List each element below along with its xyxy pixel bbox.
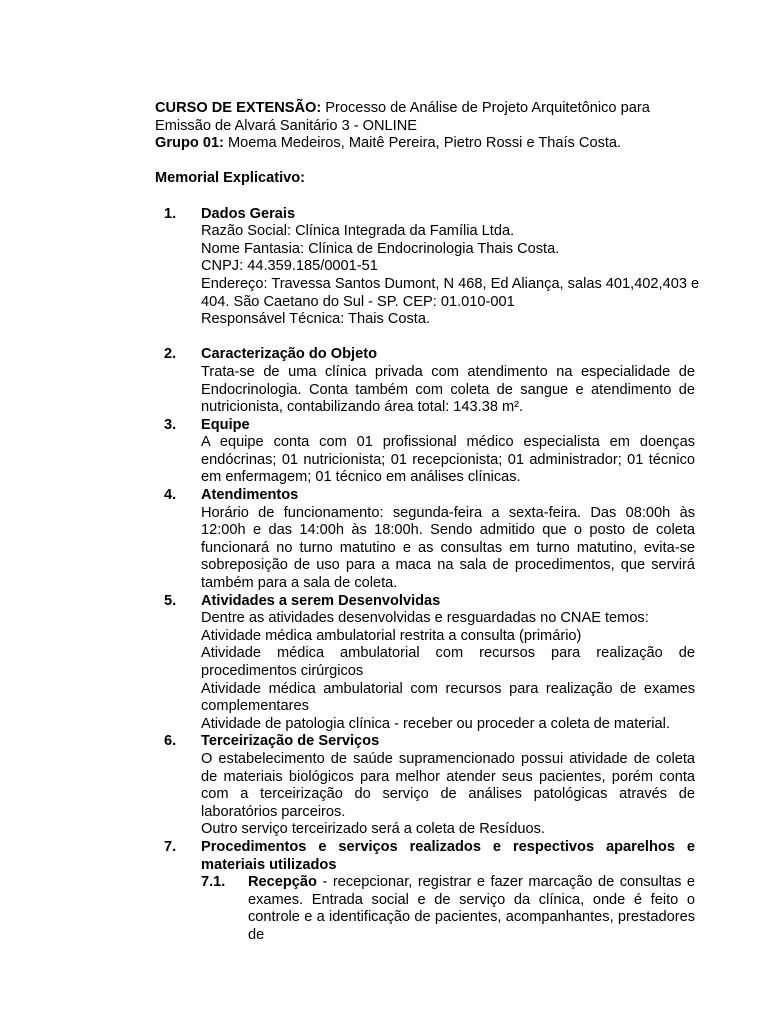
section-line: Razão Social: Clínica Integrada da Família Ltda. [201, 223, 515, 240]
section-title: Atividades a serem Desenvolvidas [201, 592, 441, 609]
section-paragraph: Outro serviço terceirizado será a coleta de Resíduos. [201, 821, 545, 838]
section-equipe [155, 417, 695, 487]
course-header [155, 100, 695, 153]
section-paragraph: A equipe conta com 01 profissional médico especialista em doenças endócrinas; 01 nutricionista; 01 recepcionista; 01 administrador; 01 técnico em enfermagem; 01 técnico em análises clínicas. [201, 434, 695, 486]
subsection-text: - recepcionar, registrar e fazer marcação de consultas e exames. Entrada social e de serviço da clínica, onde é feito o controle e a identificação de pacientes, acompanhantes, prestadores de [248, 874, 695, 943]
document-page [155, 100, 700, 945]
section-line: Nome Fantasia: Clínica de Endocrinologia Thais Costa. [201, 240, 560, 257]
section-number: 7. [164, 838, 177, 855]
section-title: Caracterização do Objeto [201, 346, 377, 363]
section-paragraph: Atividade médica ambulatorial com recursos para realização de procedimentos cirúrgicos [201, 645, 695, 679]
group-text: Moema Medeiros, Maitê Pereira, Pietro Rossi e Thaís Costa. [227, 135, 622, 152]
section-title: Equipe [201, 416, 250, 433]
section-dados-gerais [155, 205, 700, 329]
section-number: 5. [164, 592, 177, 609]
section-number: 4. [164, 487, 177, 504]
section-paragraph: Dentre as atividades desenvolvidas e resguardadas no CNAE temos: [201, 610, 649, 627]
section-atendimentos [155, 487, 695, 593]
group-label: Grupo 01: [155, 135, 224, 152]
section-title: Dados Gerais [201, 205, 296, 222]
section-procedimentos [155, 839, 695, 945]
section-paragraph: Trata-se de uma clínica privada com atendimento na especialidade de Endocrinologia. Conta também com coleta de sangue e atendimento de nutricionista, contabilizando área total: 143.38 m². [201, 363, 695, 416]
section-paragraph: Atividade médica ambulatorial restrita a consulta (primário) [201, 627, 582, 644]
section-terceirizacao [155, 733, 695, 839]
course-text-1: Processo de Análise de Projeto Arquitetônico para [325, 100, 650, 116]
section-number: 3. [164, 416, 177, 433]
section-title: Procedimentos e serviços realizados e respectivos aparelhos e materiais utilizados [201, 838, 695, 873]
memorial-title: Memorial Explicativo: [155, 170, 306, 187]
section-caracterizacao [155, 346, 695, 416]
section-number: 1. [164, 205, 177, 222]
section-title: Atendimentos [201, 487, 299, 504]
course-label: CURSO DE EXTENSÃO: [155, 100, 322, 116]
section-line: Endereço: Travessa Santos Dumont, N 468, Ed Aliança, salas 401,402,403 e [201, 275, 700, 292]
section-paragraph: Horário de funcionamento: segunda-feira a sexta-feira. Das 08:00h às 12:00h e das 14:00h às 18:00h. Sendo admitido que o posto de coleta funcionará no turno matutino e as consultas em turno matutino, evita-se sobreposição de uso para a maca na sala de procedimentos, que servirá também para a sala de coleta. [201, 504, 695, 592]
section-number: 2. [164, 346, 177, 363]
section-paragraph: O estabelecimento de saúde supramencionado possui atividade de coleta de materiais biológicos para melhor atender seus pacientes, porém conta com a terceirização do serviço de análises patológicas através de laboratórios parceiros. [201, 750, 695, 820]
section-line: Responsável Técnica: Thais Costa. [201, 311, 431, 328]
section-title: Terceirização de Serviços [201, 733, 380, 750]
course-text-2: Emissão de Alvará Sanitário 3 - ONLINE [155, 117, 417, 134]
subsection-paragraph [248, 874, 695, 944]
section-atividades [155, 593, 695, 734]
subsection-number: 7.1. [201, 874, 226, 891]
subsection-title: Recepção [248, 874, 317, 891]
subsection-recepcao [201, 874, 695, 944]
section-number: 6. [164, 733, 177, 750]
section-paragraph: Atividade de patologia clínica - receber ou proceder a coleta de material. [201, 715, 670, 732]
section-line: CNPJ: 44.359.185/0001-51 [201, 258, 378, 275]
section-paragraph: Atividade médica ambulatorial com recursos para realização de exames complementares [201, 680, 695, 715]
section-line: 404. São Caetano do Sul - SP. CEP: 01.010-001 [201, 293, 515, 310]
